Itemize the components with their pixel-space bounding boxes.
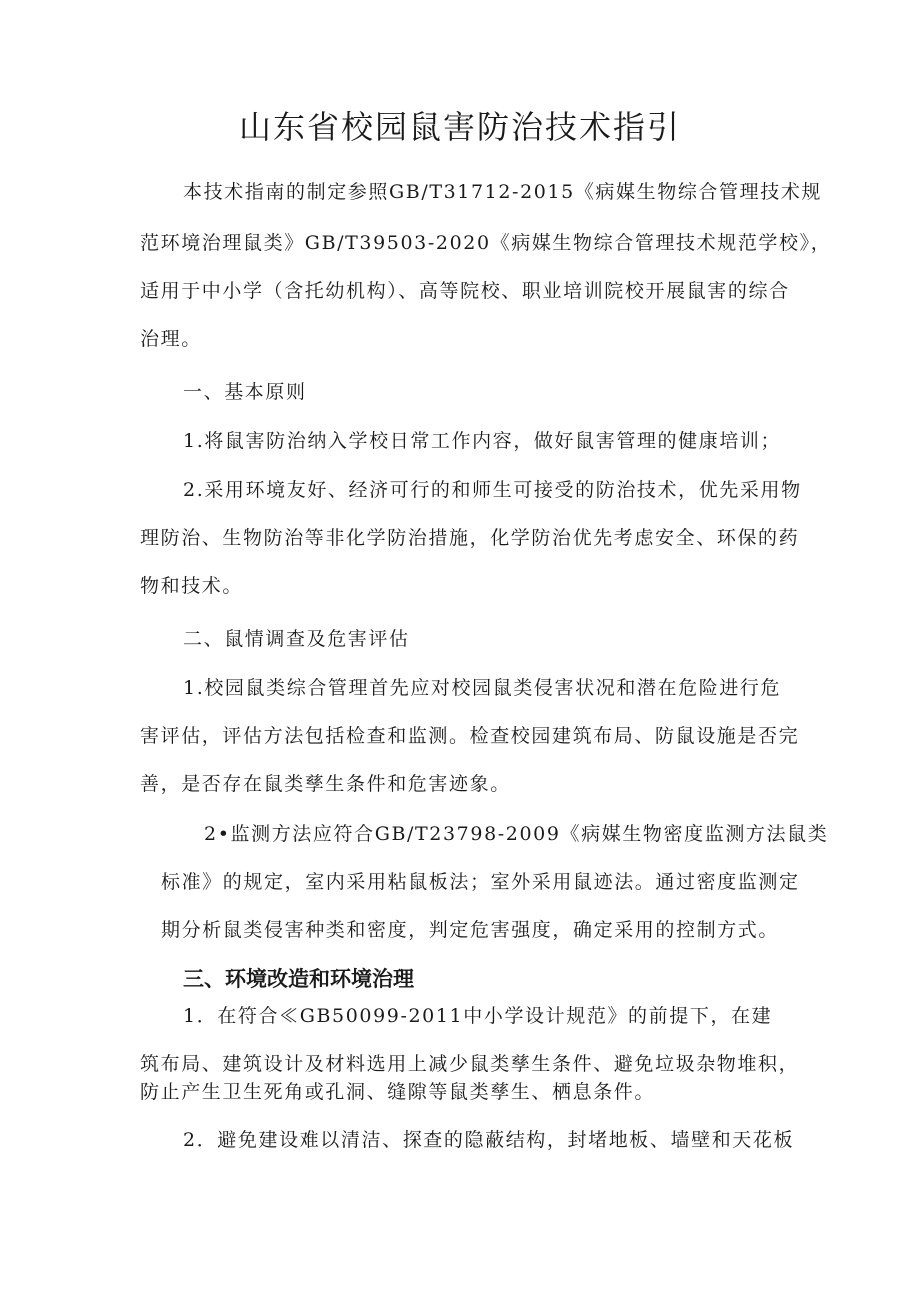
section3-item1-line-1: 1．在符合≪GB50099-2011中小学设计规范》的前提下，在建 <box>183 1005 773 1027</box>
section1-heading: 一、基本原则 <box>183 381 307 403</box>
section1-item1: 1.将鼠害防治纳入学校日常工作内容，做好鼠害管理的健康培训； <box>183 430 782 452</box>
section1-item2-line-2: 理防治、生物防治等非化学防治措施，化学防治优先考虑安全、环保的药 <box>140 527 800 549</box>
intro-line-3: 适用于中小学（含托幼机构）、高等院校、职业培训院校开展鼠害的综合 <box>140 280 790 302</box>
section2-item1-line-2: 害评估，评估方法包括检查和监测。检查校园建筑布局、防鼠设施是否完 <box>140 725 800 747</box>
intro-line-2: 范环境治理鼠类》GB/T39503-2020《病媒生物综合管理技术规范学校》， <box>140 232 832 254</box>
section3-item1-line-2: 筑布局、建筑设计及材料选用上减少鼠类孳生条件、避免垃圾杂物堆积， <box>140 1053 800 1075</box>
section3-heading: 三、环境改造和环境治理 <box>183 967 414 991</box>
intro-line-4: 治理。 <box>140 328 202 350</box>
section3-item2-line-1: 2．避免建设难以清洁、探查的隐蔽结构，封堵地板、墙壁和天花板 <box>183 1129 795 1151</box>
section1-item2-line-3: 物和技术。 <box>140 575 244 597</box>
document-title: 山东省校园鼠害防治技术指引 <box>238 108 681 146</box>
section2-item2-line-3: 期分析鼠类侵害种类和密度，判定危害强度，确定采用的控制方式。 <box>161 919 780 941</box>
section2-item1-line-3: 善，是否存在鼠类孳生条件和危害迹象。 <box>140 773 511 795</box>
section1-item2-line-1: 2.采用环境友好、经济可行的和师生可接受的防治技术，优先采用物 <box>183 479 802 501</box>
intro-line-1: 本技术指南的制定参照GB/T31712-2015《病媒生物综合管理技术规 <box>183 181 823 203</box>
section2-heading: 二、鼠情调查及危害评估 <box>183 628 410 650</box>
section3-item1-line-3: 防止产生卫生死角或孔洞、缝隙等鼠类孳生、栖息条件。 <box>140 1081 656 1103</box>
section2-item2-line-2: 标准》的规定，室内采用粘鼠板法；室外采用鼠迹法。通过密度监测定 <box>161 871 800 893</box>
section2-item2-line-1: 2•监测方法应符合GB/T23798-2009《病媒生物密度监测方法鼠类 <box>204 823 829 845</box>
section2-item1-line-1: 1.校园鼠类综合管理首先应对校园鼠类侵害状况和潜在危险进行危 <box>183 677 782 699</box>
